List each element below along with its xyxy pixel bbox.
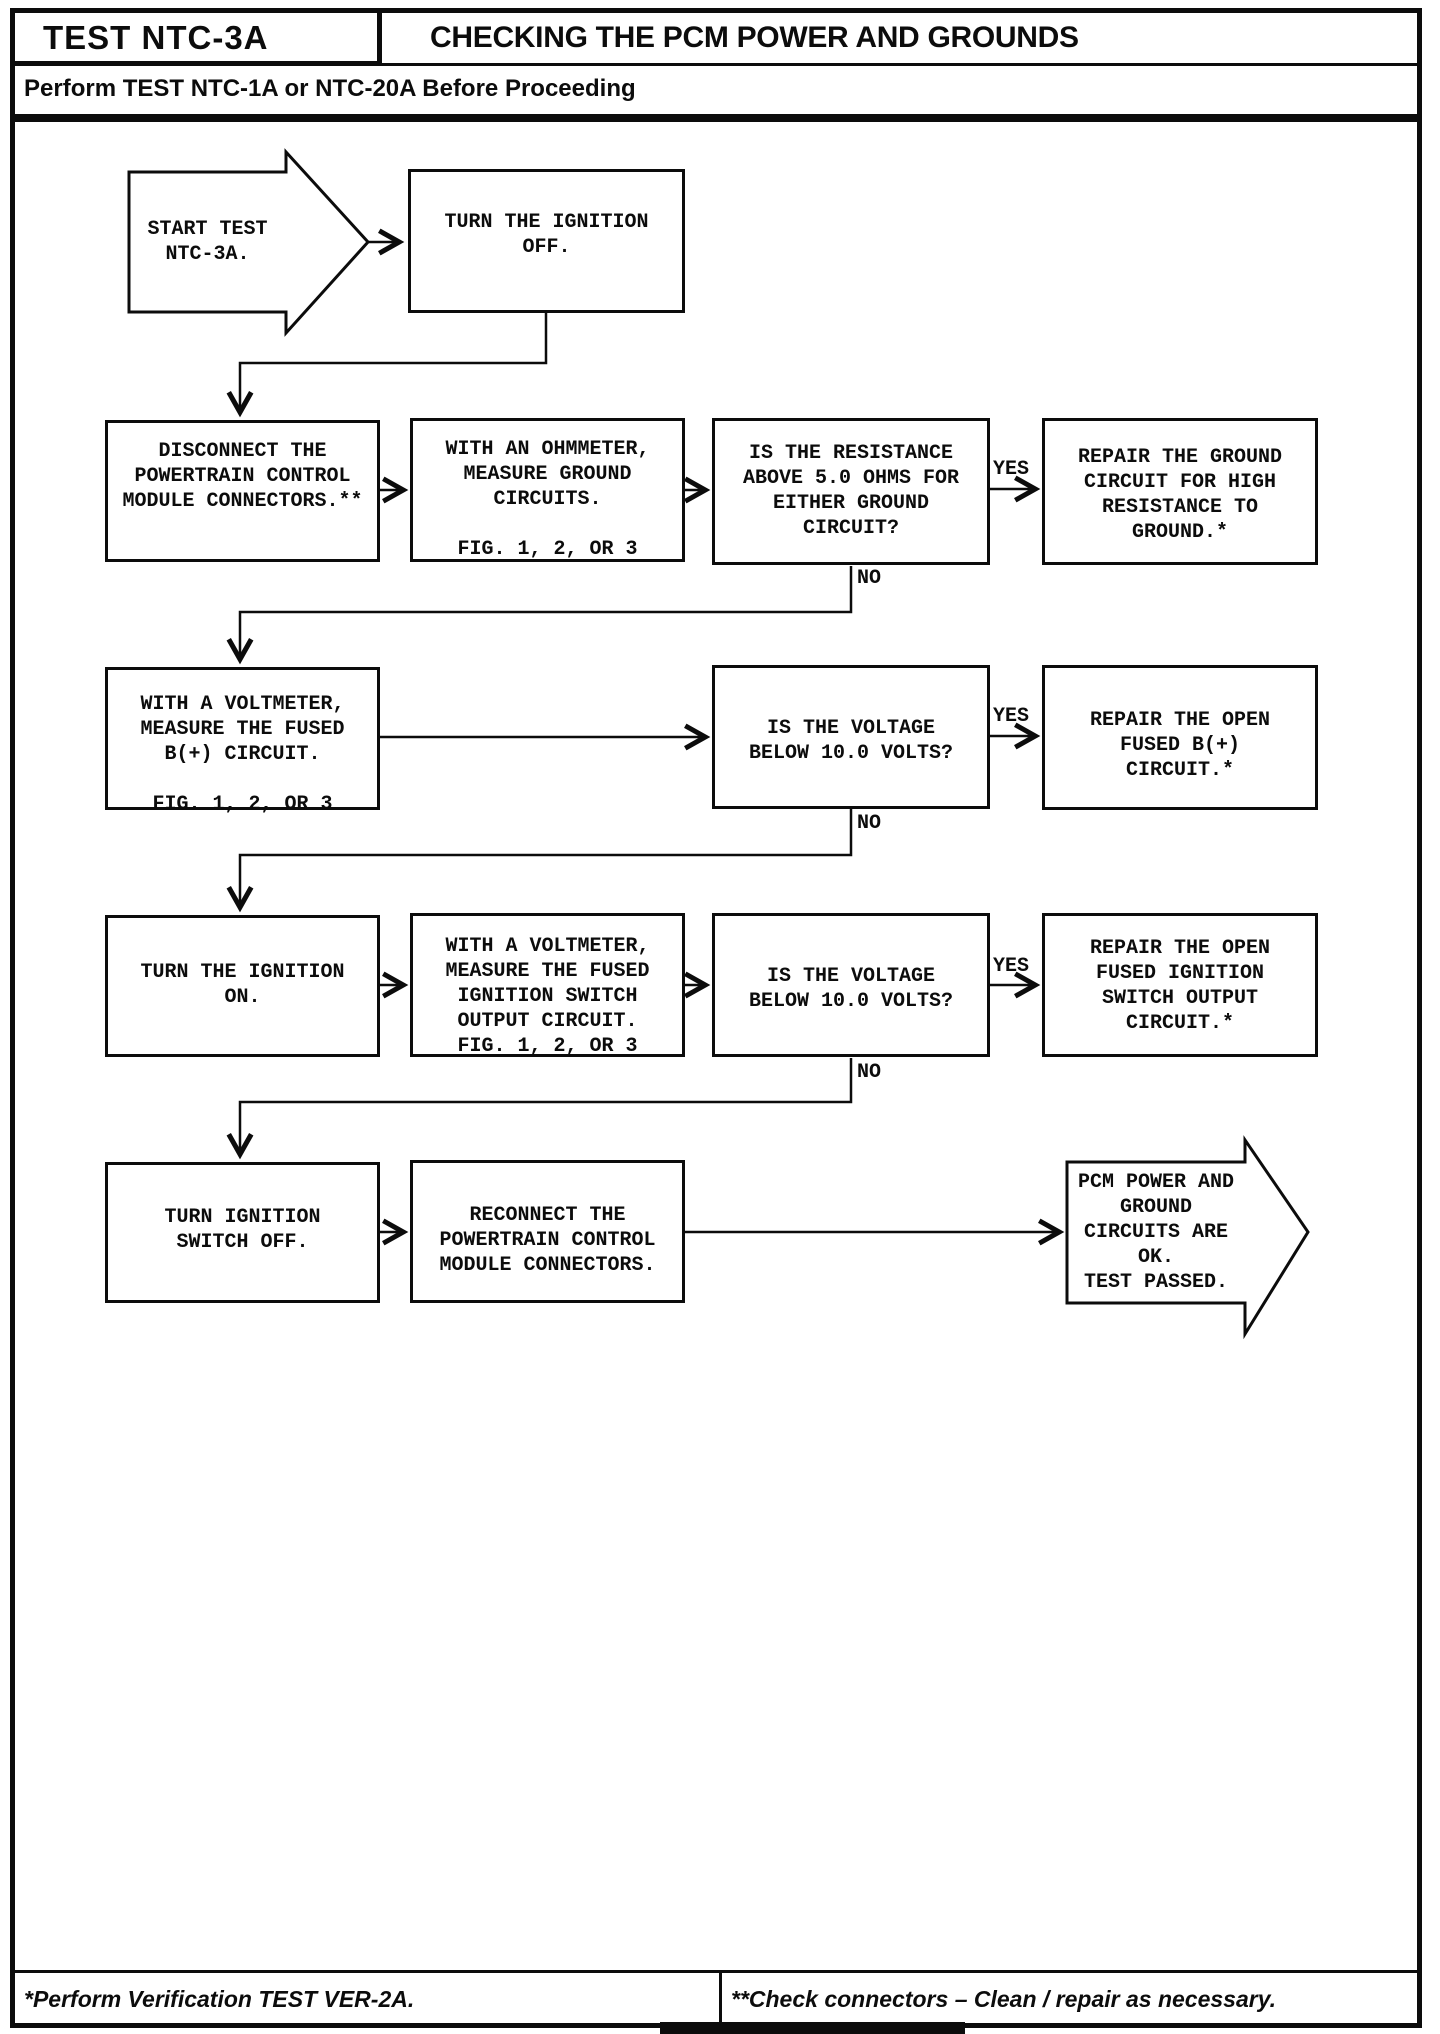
label-yes-1: YES — [993, 458, 1030, 481]
step-turn-ignition-off: TURN THE IGNITION OFF. — [408, 169, 685, 313]
step-disconnect-pcm-connectors: DISCONNECT THE POWERTRAIN CONTROL MODULE CONNECTORS.** — [105, 420, 380, 562]
label-no-1: NO — [857, 567, 882, 590]
label-yes-2: YES — [993, 705, 1030, 728]
step-turn-ignition-on: TURN THE IGNITION ON. — [105, 915, 380, 1057]
step-measure-ground-circuits: WITH AN OHMMETER, MEASURE GROUND CIRCUITS. FIG. 1, 2, OR 3 — [410, 418, 685, 562]
label-no-3: NO — [857, 1061, 882, 1084]
precondition-note: Perform TEST NTC-1A or NTC-20A Before Proceeding — [24, 75, 636, 102]
label-yes-3: YES — [993, 955, 1030, 978]
step-repair-ignition-switch-output: REPAIR THE OPEN FUSED IGNITION SWITCH OUTPUT CIRCUIT.* — [1042, 913, 1318, 1057]
decision-voltage-below-10v-1: IS THE VOLTAGE BELOW 10.0 VOLTS? — [712, 665, 990, 809]
step-turn-ignition-switch-off: TURN IGNITION SWITCH OFF. — [105, 1162, 380, 1303]
terminator-start: START TEST NTC-3A. — [147, 218, 268, 266]
test-id-box — [10, 8, 382, 66]
step-reconnect-pcm-connectors: RECONNECT THE POWERTRAIN CONTROL MODULE CONNECTORS. — [410, 1160, 685, 1303]
terminator-test-passed: PCM POWER AND GROUND CIRCUITS ARE OK. TEST PASSED. — [1077, 1171, 1235, 1294]
decision-resistance-above-5-ohms: IS THE RESISTANCE ABOVE 5.0 OHMS FOR EITHER GROUND CIRCUIT? — [712, 418, 990, 565]
step-repair-open-fused-b-plus: REPAIR THE OPEN FUSED B(+) CIRCUIT.* — [1042, 665, 1318, 810]
test-id-label: TEST NTC-3A — [43, 18, 269, 56]
label-no-2: NO — [857, 812, 882, 835]
step-repair-ground-circuit: REPAIR THE GROUND CIRCUIT FOR HIGH RESISTANCE TO GROUND.* — [1042, 418, 1318, 565]
header-thick-rule — [10, 114, 1422, 122]
page-title: CHECKING THE PCM POWER AND GROUNDS — [430, 21, 1079, 54]
footer-cell-divider — [719, 1970, 722, 2023]
footer-divider-line — [15, 1970, 1417, 1973]
header-divider-line — [10, 63, 1422, 66]
footnote-check-connectors: **Check connectors – Clean / repair as necessary. — [731, 1986, 1277, 2012]
footnote-verification: *Perform Verification TEST VER-2A. — [24, 1986, 415, 2012]
step-measure-fused-b-plus: WITH A VOLTMETER, MEASURE THE FUSED B(+) CIRCUIT. FIG. 1, 2, OR 3 — [105, 667, 380, 810]
step-measure-ignition-switch-output: WITH A VOLTMETER, MEASURE THE FUSED IGNITION SWITCH OUTPUT CIRCUIT. FIG. 1, 2, OR 3 — [410, 913, 685, 1057]
decision-voltage-below-10v-2: IS THE VOLTAGE BELOW 10.0 VOLTS? — [712, 913, 990, 1057]
scan-artifact-mark — [660, 2022, 965, 2034]
